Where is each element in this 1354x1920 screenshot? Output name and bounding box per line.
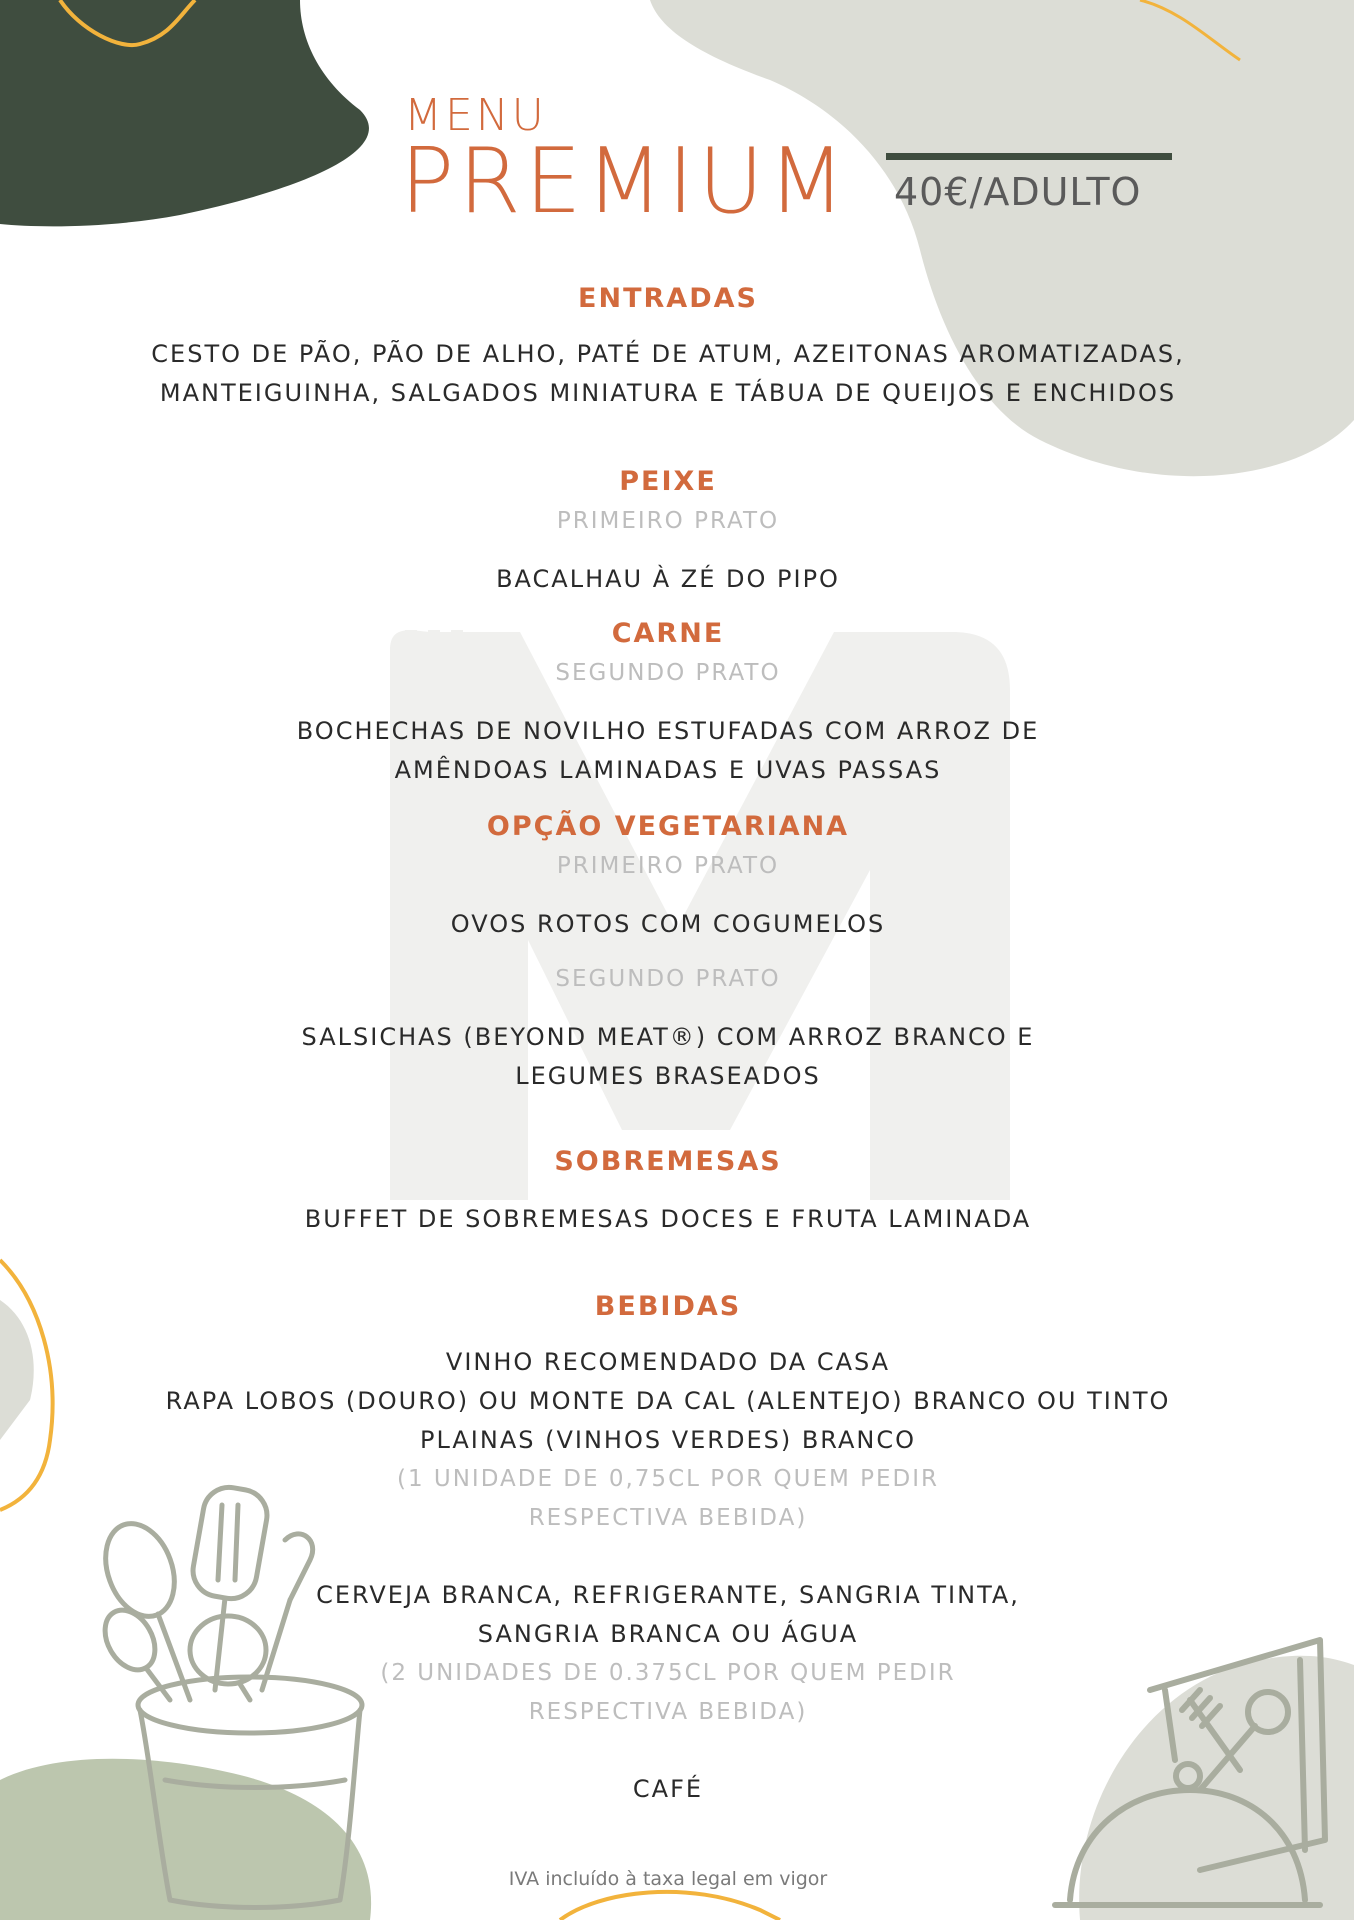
- section-heading-peixe: PEIXE: [619, 466, 717, 497]
- price-bar: [886, 153, 1172, 160]
- price-per-adult: 40€/ADULTO: [894, 170, 1142, 214]
- section-heading-bebidas: BEBIDAS: [594, 1291, 742, 1322]
- peixe-course: PRIMEIRO PRATO: [556, 508, 780, 534]
- page-title: PREMIUM: [400, 129, 850, 234]
- section-heading-vegetariana: OPÇÃO VEGETARIANA: [486, 811, 850, 842]
- bebidas-wine-note-1: (1 UNIDADE DE 0,75CL POR QUEM PEDIR: [396, 1466, 940, 1492]
- peixe-dish: BACALHAU À ZÉ DO PIPO: [496, 565, 840, 593]
- entradas-line-2: MANTEIGUINHA, SALGADOS MINIATURA E TÁBUA DE QUEIJOS E ENCHIDOS: [159, 379, 1177, 407]
- bebidas-wine-note-2: RESPECTIVA BEBIDA): [528, 1505, 808, 1531]
- bebidas-soft-note-1: (2 UNIDADES DE 0.375CL POR QUEM PEDIR: [380, 1660, 956, 1686]
- section-heading-carne: CARNE: [611, 618, 725, 649]
- bebidas-wine-line-2: RAPA LOBOS (DOURO) OU MONTE DA CAL (ALENTEJO) BRANCO OU TINTO: [165, 1387, 1171, 1415]
- bebidas-wine-line-1: VINHO RECOMENDADO DA CASA: [445, 1348, 891, 1376]
- tax-note: IVA incluído à taxa legal em vigor: [508, 1868, 828, 1890]
- section-heading-sobremesas: SOBREMESAS: [554, 1146, 782, 1177]
- vegetariana-course-2: SEGUNDO PRATO: [555, 966, 781, 992]
- entradas-line-1: CESTO DE PÃO, PÃO DE ALHO, PATÉ DE ATUM, AZEITONAS AROMATIZADAS,: [151, 340, 1185, 368]
- carne-line-1: BOCHECHAS DE NOVILHO ESTUFADAS COM ARROZ DE: [296, 717, 1040, 745]
- carne-line-2: AMÊNDOAS LAMINADAS E UVAS PASSAS: [394, 756, 942, 784]
- vegetariana-course-1: PRIMEIRO PRATO: [556, 853, 780, 879]
- bebidas-wine-line-3: PLAINAS (VINHOS VERDES) BRANCO: [419, 1426, 917, 1454]
- bebidas-soft-line-2: SANGRIA BRANCA OU ÁGUA: [477, 1620, 859, 1648]
- sobremesas-dish: BUFFET DE SOBREMESAS DOCES E FRUTA LAMINADA: [304, 1205, 1032, 1233]
- vegetariana-line-1: SALSICHAS (BEYOND MEAT®) COM ARROZ BRANCO E: [301, 1023, 1035, 1051]
- menu-label: MENU: [404, 90, 547, 141]
- bebidas-soft-line-1: CERVEJA BRANCA, REFRIGERANTE, SANGRIA TINTA,: [316, 1581, 1020, 1609]
- section-heading-entradas: ENTRADAS: [578, 283, 758, 314]
- vegetariana-line-2: LEGUMES BRASEADOS: [515, 1062, 821, 1090]
- bebidas-coffee: CAFÉ: [632, 1775, 704, 1803]
- bebidas-soft-note-2: RESPECTIVA BEBIDA): [528, 1699, 808, 1725]
- vegetariana-dish-1: OVOS ROTOS COM COGUMELOS: [450, 910, 886, 938]
- carne-course: SEGUNDO PRATO: [555, 660, 781, 686]
